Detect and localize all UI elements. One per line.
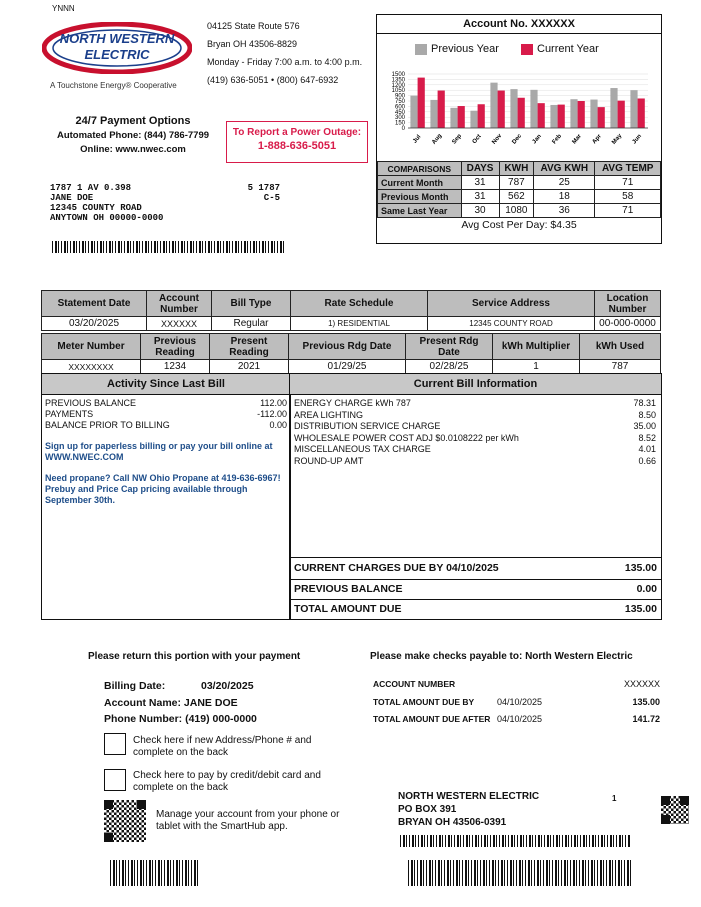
mailing-name: JANE DOE [50,193,94,203]
y-tick-label: 150 [394,120,405,127]
stmt-cell: XXXXXX [147,317,212,331]
stmt-header: Service Address [428,291,595,317]
meter-cell: 2021 [210,360,289,374]
x-tick-label: Apr [591,133,603,146]
cmp-row-label: Current Month [378,176,462,190]
legend-curr-swatch [521,44,533,55]
outage-box [226,121,368,163]
charge-label: DISTRIBUTION SERVICE CHARGE [294,421,441,431]
bar-previous [590,100,597,128]
previous-balance-label: PREVIOUS BALANCE [294,583,403,595]
mailing-line1: 1787 1 AV 0.398 [50,183,132,193]
card-payment-checkbox[interactable] [104,769,126,791]
charge-label: AREA LIGHTING [294,409,364,420]
account-name: Account Name: JANE DOE [104,697,238,709]
x-tick-label: Jan [531,133,543,146]
bar-previous [610,88,617,128]
due-after-amount: 141.72 [632,714,660,724]
scan-barcode-left [110,860,200,886]
comparisons-table [377,161,661,232]
bar-previous [490,83,497,128]
smarthub-message: Manage your account from your phone or tablet with the SmartHub app. [156,809,340,832]
legend-curr: Current Year [537,43,599,55]
legend-prev: Previous Year [431,43,499,55]
bar-current [538,103,545,128]
y-tick-label: 600 [394,104,405,111]
bar-current [558,105,565,128]
remit-qr-icon [661,796,689,824]
usage-chart [380,60,656,160]
office-hours: Monday - Friday 7:00 a.m. to 4:00 p.m. [207,57,363,67]
bar-current [518,98,525,128]
card-payment-label: Check here to pay by credit/debit card and complete on the back [133,770,321,793]
cmp-header: COMPARISONS [378,162,462,176]
y-tick-label: 750 [394,99,405,105]
bar-previous [550,105,557,128]
stmt-cell: Regular [212,317,291,331]
bar-current [498,91,505,128]
current-bill-list [294,398,656,467]
meter-cell: XXXXXXXX [42,360,141,374]
due-by-label: TOTAL AMOUNT DUE BY [373,697,475,707]
stmt-header: Account Number [147,291,212,317]
charge-label: ROUND-UP AMT [294,455,364,466]
address-line1: 04125 State Route 576 [207,21,300,31]
stmt-cell: 03/20/2025 [42,317,147,331]
charge-amount: 8.52 [638,432,656,443]
charge-amount: 8.50 [638,409,656,420]
bar-current [598,107,605,128]
total-due-amount: 135.00 [624,603,657,615]
cmp-cell: 787 [499,176,534,190]
stmt-header: Location Number [595,291,661,317]
billing-date-label: Billing Date: [104,680,166,692]
current-charges-label: CURRENT CHARGES DUE BY 04/10/2025 [294,562,499,574]
table-row [378,204,661,218]
cmp-cell: 36 [534,204,595,218]
list-item [294,398,656,410]
meter-header: Meter Number [42,334,141,360]
logo-line1: NORTH WESTERN [59,31,175,46]
x-tick-label: Mar [571,133,583,146]
x-tick-label: Sep [451,133,464,146]
cmp-row-label: Previous Month [378,190,462,204]
x-tick-label: May [611,132,624,146]
cmp-row-label: Same Last Year [378,204,462,218]
bar-current [638,98,645,128]
activity-title: Activity Since Last Bill [42,374,290,395]
address-change-checkbox[interactable] [104,733,126,755]
mailing-city: ANYTOWN OH 00000-0000 [50,213,164,223]
bar-current [478,104,485,128]
avg-cost: Avg Cost Per Day: $4.35 [461,219,577,231]
billing-date: 03/20/2025 [201,680,254,692]
activity-amount: 112.00 [260,398,287,408]
list-item [294,433,656,445]
x-tick-label: Jul [412,134,423,145]
return-note: Please return this portion with your payment [88,651,301,662]
logo-line2: ELECTRIC [84,47,150,62]
postal-barcode [52,241,284,253]
y-tick-label: 450 [394,109,405,116]
stub-account-number: XXXXXX [624,679,661,689]
payment-phone: Automated Phone: (844) 786-7799 [56,130,210,141]
table-row [378,176,661,190]
y-tick-label: 900 [394,93,405,100]
due-after-label: TOTAL AMOUNT DUE AFTER [373,714,491,724]
table-row [42,360,661,374]
tagline: A Touchstone Energy® Cooperative [50,81,177,90]
total-due-label: TOTAL AMOUNT DUE [294,603,402,615]
scan-barcode-right [408,860,632,886]
y-tick-label: 0 [401,126,405,132]
due-by-amount: 135.00 [632,697,660,707]
bar-previous [510,89,517,128]
x-tick-label: Nov [491,133,504,146]
bar-previous [430,100,437,128]
meter-cell: 01/29/25 [289,360,406,374]
outage-label: To Report a Power Outage: [232,127,362,138]
cmp-header: AVG KWH [534,162,595,176]
cmp-cell: 30 [461,204,499,218]
list-item [294,410,656,422]
totals-block [290,557,661,619]
mailing-code1: 5 1787 [247,183,280,193]
x-tick-label: Aug [431,132,444,146]
meter-table [41,333,661,374]
paperless-message: Sign up for paperless billing or pay your bill online at WWW.NWEC.COM [45,441,273,462]
legend-prev-swatch [415,44,427,55]
statement-table [41,290,661,331]
remit-postal-barcode [400,835,630,847]
remit-line2: PO BOX 391 [398,804,457,815]
stmt-header: Statement Date [42,291,147,317]
y-tick-label: 1500 [391,72,405,78]
charge-amount: 4.01 [638,444,656,454]
meter-header: kWh Multiplier [493,334,580,360]
meter-header: Previous Reading [141,334,210,360]
bar-current [458,106,465,128]
mailing-street: 12345 COUNTY ROAD [50,203,142,213]
remit-code: 1 [612,794,617,803]
x-tick-label: Dec [511,133,524,146]
table-row [378,190,661,204]
cmp-cell: 58 [595,190,661,204]
company-logo [42,22,192,74]
smarthub-qr-icon [104,800,146,842]
activity-label: PAYMENTS [45,409,94,419]
stmt-cell: 1) RESIDENTIAL [291,317,428,331]
bar-current [418,78,425,128]
due-after-date: 04/10/2025 [497,714,543,724]
list-item [294,444,656,456]
meter-cell: 1234 [141,360,210,374]
mailing-address [50,183,163,223]
activity-label: BALANCE PRIOR TO BILLING [45,420,170,430]
stmt-cell: 00-000-0000 [595,317,661,331]
charge-label: MISCELLANEOUS TAX CHARGE [294,444,431,454]
phone-number: Phone Number: (419) 000-0000 [104,713,257,725]
list-item [45,398,287,409]
account-title: Account No. XXXXXX [377,15,661,34]
activity-amount: -112.00 [257,409,287,419]
meter-header: Previous Rdg Date [289,334,406,360]
stmt-header: Rate Schedule [291,291,428,317]
meter-header: kWh Used [580,334,661,360]
y-tick-label: 1200 [391,82,405,89]
meter-header: Present Reading [210,334,289,360]
meter-cell: 02/28/25 [406,360,493,374]
cmp-cell: 71 [595,204,661,218]
charge-amount: 0.66 [638,455,656,466]
due-by-date: 04/10/2025 [497,697,543,707]
y-tick-label: 1050 [391,88,405,95]
bar-current [618,101,625,128]
charge-amount: 35.00 [633,421,656,431]
mailing-codes [240,183,280,203]
bar-current [438,91,445,128]
activity-label: PREVIOUS BALANCE [45,398,137,408]
bar-previous [530,90,537,128]
propane-message: Need propane? Call NW Ohio Propane at 419-636-6967! Prebuy and Price Cap pricing available through September 30th. [45,473,281,505]
cmp-header: AVG TEMP [595,162,661,176]
bar-previous [450,108,457,128]
list-item [45,420,287,431]
charge-label: ENERGY CHARGE kWh 787 [294,398,411,408]
bar-current [578,101,585,128]
meter-header: Present Rdg Date [406,334,493,360]
charge-amount: 78.31 [633,398,656,408]
list-item [45,409,287,420]
x-tick-label: Feb [551,133,563,146]
charge-label: WHOLESALE POWER COST ADJ $0.0108222 per kWh [294,432,519,443]
payment-options [48,115,218,155]
meter-cell: 787 [580,360,661,374]
payable-note: Please make checks payable to: North Western Electric [370,651,633,662]
cmp-cell: 1080 [499,204,534,218]
address-change-label: Check here if new Address/Phone # and complete on the back [133,735,312,758]
bar-previous [410,96,417,128]
stub-account-label: ACCOUNT NUMBER [373,679,456,689]
cmp-cell: 25 [534,176,595,190]
x-tick-label: Oct [471,133,483,146]
cmp-cell: 31 [461,190,499,204]
stmt-cell: 12345 COUNTY ROAD [428,317,595,331]
current-charges-amount: 135.00 [624,562,657,574]
office-phones: (419) 636-5051 • (800) 647-6932 [207,75,339,85]
remit-address [398,790,539,829]
mailing-code2: C-5 [263,193,280,203]
y-tick-label: 1350 [391,77,405,84]
top-code: YNNN [52,4,75,13]
current-bill-title: Current Bill Information [290,374,661,395]
bar-previous [470,111,477,128]
cmp-cell: 71 [595,176,661,190]
remit-line1: NORTH WESTERN ELECTRIC [398,791,540,802]
payment-online: Online: www.nwec.com [80,144,186,155]
activity-list [45,398,287,506]
bar-previous [630,90,637,128]
table-row [42,317,661,331]
stmt-header: Bill Type [212,291,291,317]
previous-balance-amount: 0.00 [636,583,657,595]
payment-title: 24/7 Payment Options [75,115,191,127]
list-item [294,421,656,433]
company-address [207,17,362,89]
remit-line3: BRYAN OH 43506-0391 [398,817,507,828]
cmp-header: KWH [499,162,534,176]
outage-phone: 1-888-636-5051 [257,140,337,152]
x-tick-label: Jun [631,133,643,146]
meter-cell: 1 [493,360,580,374]
cmp-cell: 562 [499,190,534,204]
list-item [294,456,656,468]
cmp-cell: 18 [534,190,595,204]
y-tick-label: 300 [394,115,405,122]
address-line2: Bryan OH 43506-8829 [207,39,298,49]
activity-amount: 0.00 [269,420,287,430]
cmp-cell: 31 [461,176,499,190]
bar-previous [570,99,577,128]
cmp-header: DAYS [461,162,499,176]
